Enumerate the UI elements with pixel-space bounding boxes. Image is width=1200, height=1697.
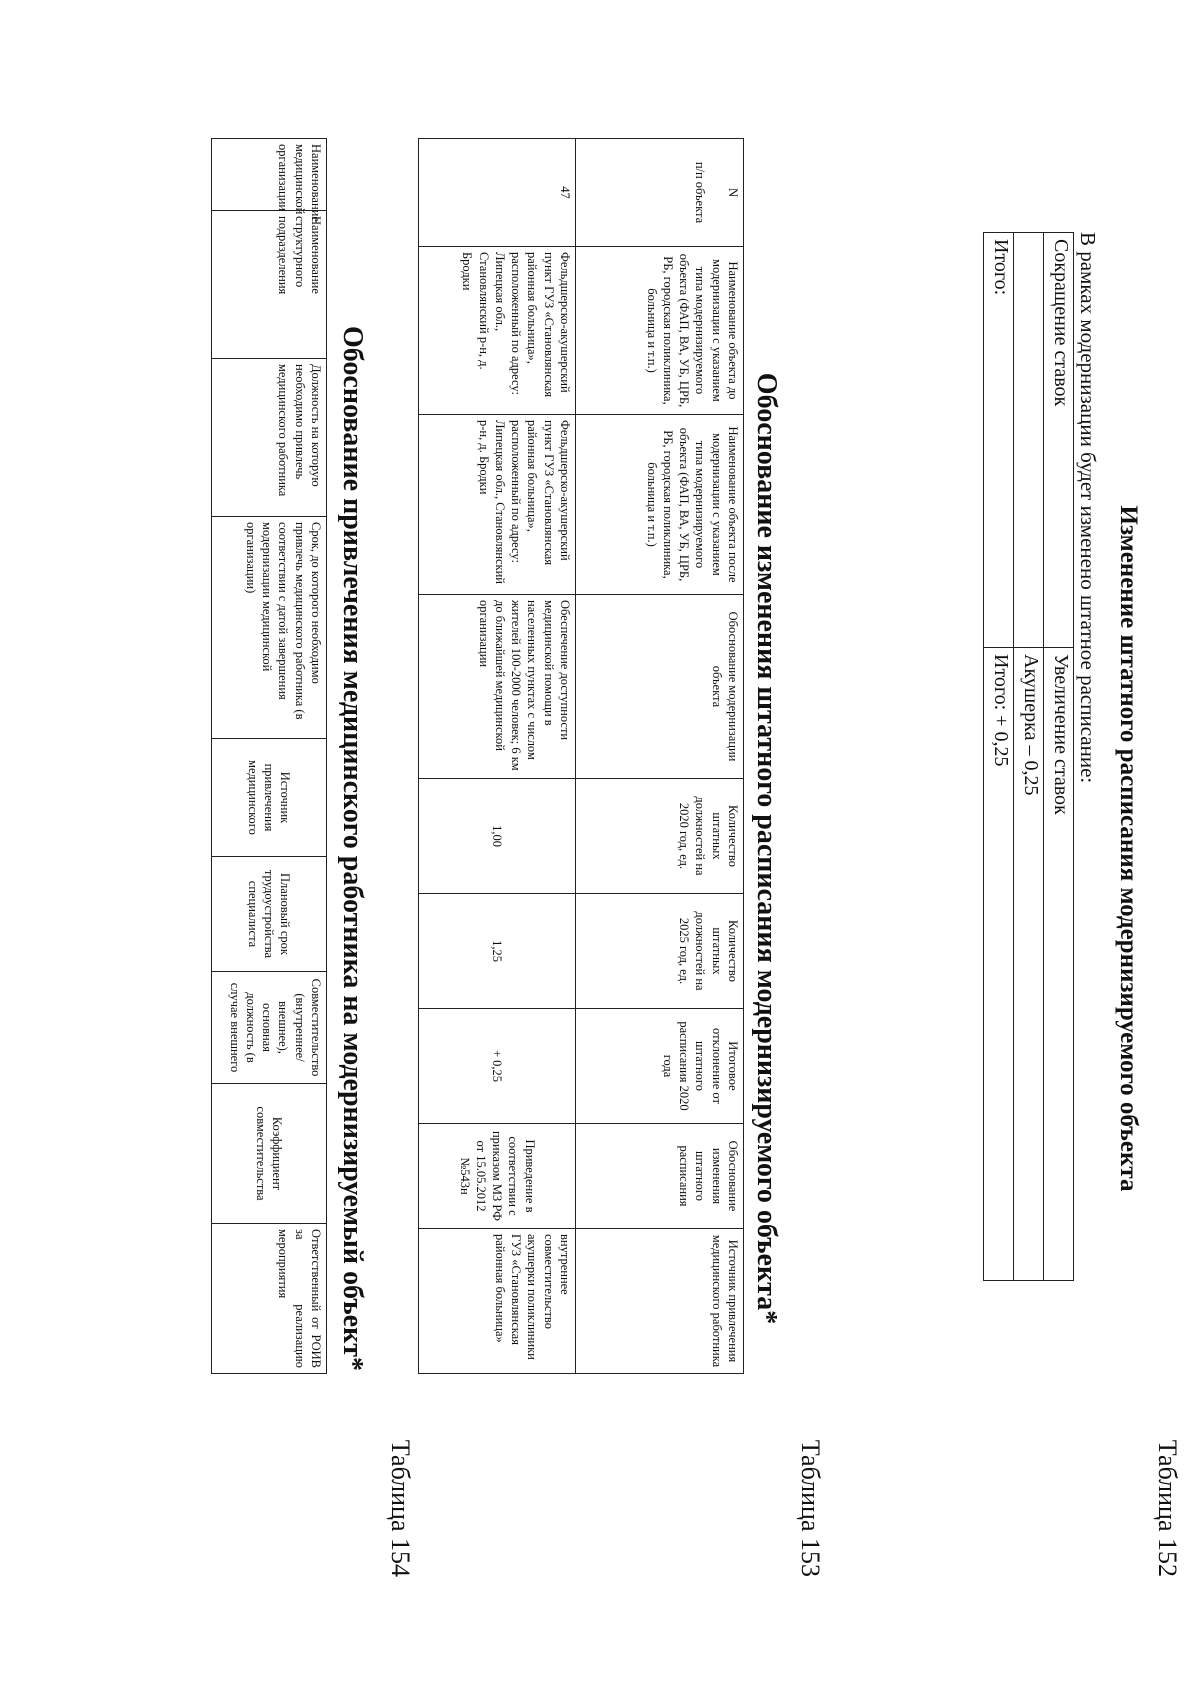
- header-cell: Плановый срок трудоустройства специалиста: [212, 857, 327, 972]
- header-cell: Количество штатных должностей на 2025 год, ед.: [576, 894, 744, 1009]
- table-154: [211, 138, 327, 1374]
- table-cell: Итого: + 0,25: [984, 648, 1014, 1281]
- table-cell: Фельдшерско-акушерский пункт ГУЗ «Становлянская районная больница», расположенный по адресу: Липецкая обл., Становлянский р-н, д. Бродки: [419, 247, 576, 415]
- header-cell: Обоснование изменения штатного расписания: [576, 1124, 744, 1229]
- table-153: [418, 138, 744, 1374]
- table-cell: Обеспечение доступности медицинской помощи в населенных пунктах с числом жителей 100-2000 человек; 6 км до ближайшей медицинской организации: [419, 595, 576, 779]
- header-cell: Источник привлечения медицинского работника: [576, 1229, 744, 1374]
- header-cell: Наименование объекта после модернизации с указанием типа модернизируемого объекта (ФАП, ВА, УБ, ЦРБ, РБ, городская поликлиника, больница и т.п.): [576, 415, 744, 595]
- table-row: [1044, 233, 1074, 1281]
- header-cell: Обоснование модернизации объекта: [576, 595, 744, 779]
- header-cell: Наименование структурного подразделения: [212, 211, 327, 359]
- table-cell: Сокращение ставок: [1044, 233, 1074, 648]
- table-153-title: Обоснование изменения штатного расписания модернизируемого объекта*: [751, 372, 782, 1325]
- table-cell: Фельдшерско-акушерский пункт ГУЗ «Становлянская районная больница», расположенный по адресу: Липецкая обл., Становлянский р-н, д. Бродки: [419, 415, 576, 595]
- header-cell: Должность на которую необходимо привлечь медицинского работника: [212, 359, 327, 517]
- header-cell: Количество штатных должностей на 2020 год, ед.: [576, 779, 744, 894]
- table-cell: 1,00: [419, 779, 576, 894]
- header-cell: Срок, до которого необходимо привлечь медицинского работника (в соответствии с датой завершения модернизации медицинской организации): [212, 517, 327, 739]
- header-cell: Совместительство (внутреннее/внешнее), основная должность (в случае внешнего: [212, 972, 327, 1084]
- header-cell: N п/п объекта: [576, 139, 744, 247]
- header-cell: Итоговое отклонение от штатного расписания 2020 года: [576, 1009, 744, 1124]
- table-cell: [1014, 233, 1044, 648]
- table-cell: Приведение в соответствии с приказом МЗ РФ от 15.05.2012 №543н: [419, 1124, 576, 1229]
- header-cell: Наименование медицинской организации: [212, 139, 327, 211]
- table-152-label: Таблица 152: [1153, 1439, 1182, 1577]
- table-row: [1014, 233, 1044, 1281]
- table-cell: 1,25: [419, 894, 576, 1009]
- table-cell: Итого:: [984, 233, 1014, 648]
- table-154-title: Обоснование привлечения медицинского работника на модернизируемый объект*: [337, 326, 368, 1371]
- table-cell: + 0,25: [419, 1009, 576, 1124]
- table-152-title: Изменение штатного расписания модернизируемого объекта: [1115, 505, 1142, 1192]
- table-153-label: Таблица 153: [796, 1439, 825, 1577]
- table-cell: внутреннее совместительство акушерки поликлиники ГУЗ «Становлянская районная больница»: [419, 1229, 576, 1374]
- table-cell: Акушерка – 0,25: [1014, 648, 1044, 1281]
- header-cell: Ответственный от РОИВ за реализацию мероприятия: [212, 1224, 327, 1374]
- table-cell: 47: [419, 139, 576, 247]
- table-cell: Увеличение ставок: [1044, 648, 1074, 1281]
- table-header-row: [212, 139, 327, 1374]
- header-cell: Источник привлечения медицинского: [212, 739, 327, 857]
- table-row: [984, 233, 1014, 1281]
- header-cell: Коэффициент совместительства: [212, 1084, 327, 1224]
- table-header-row: [576, 139, 744, 1374]
- header-cell: Наименование объекта до модернизации с указанием типа модернизируемого объекта (ФАП, ВА, УБ, ЦРБ, РБ, городская поликлиника, больница и т.п.): [576, 247, 744, 415]
- table-152: [983, 232, 1074, 1281]
- table-154-label: Таблица 154: [386, 1439, 415, 1577]
- table-row: [419, 139, 576, 1374]
- table-152-intro: В рамках модернизации будет изменено штатное расписание:: [1076, 232, 1100, 784]
